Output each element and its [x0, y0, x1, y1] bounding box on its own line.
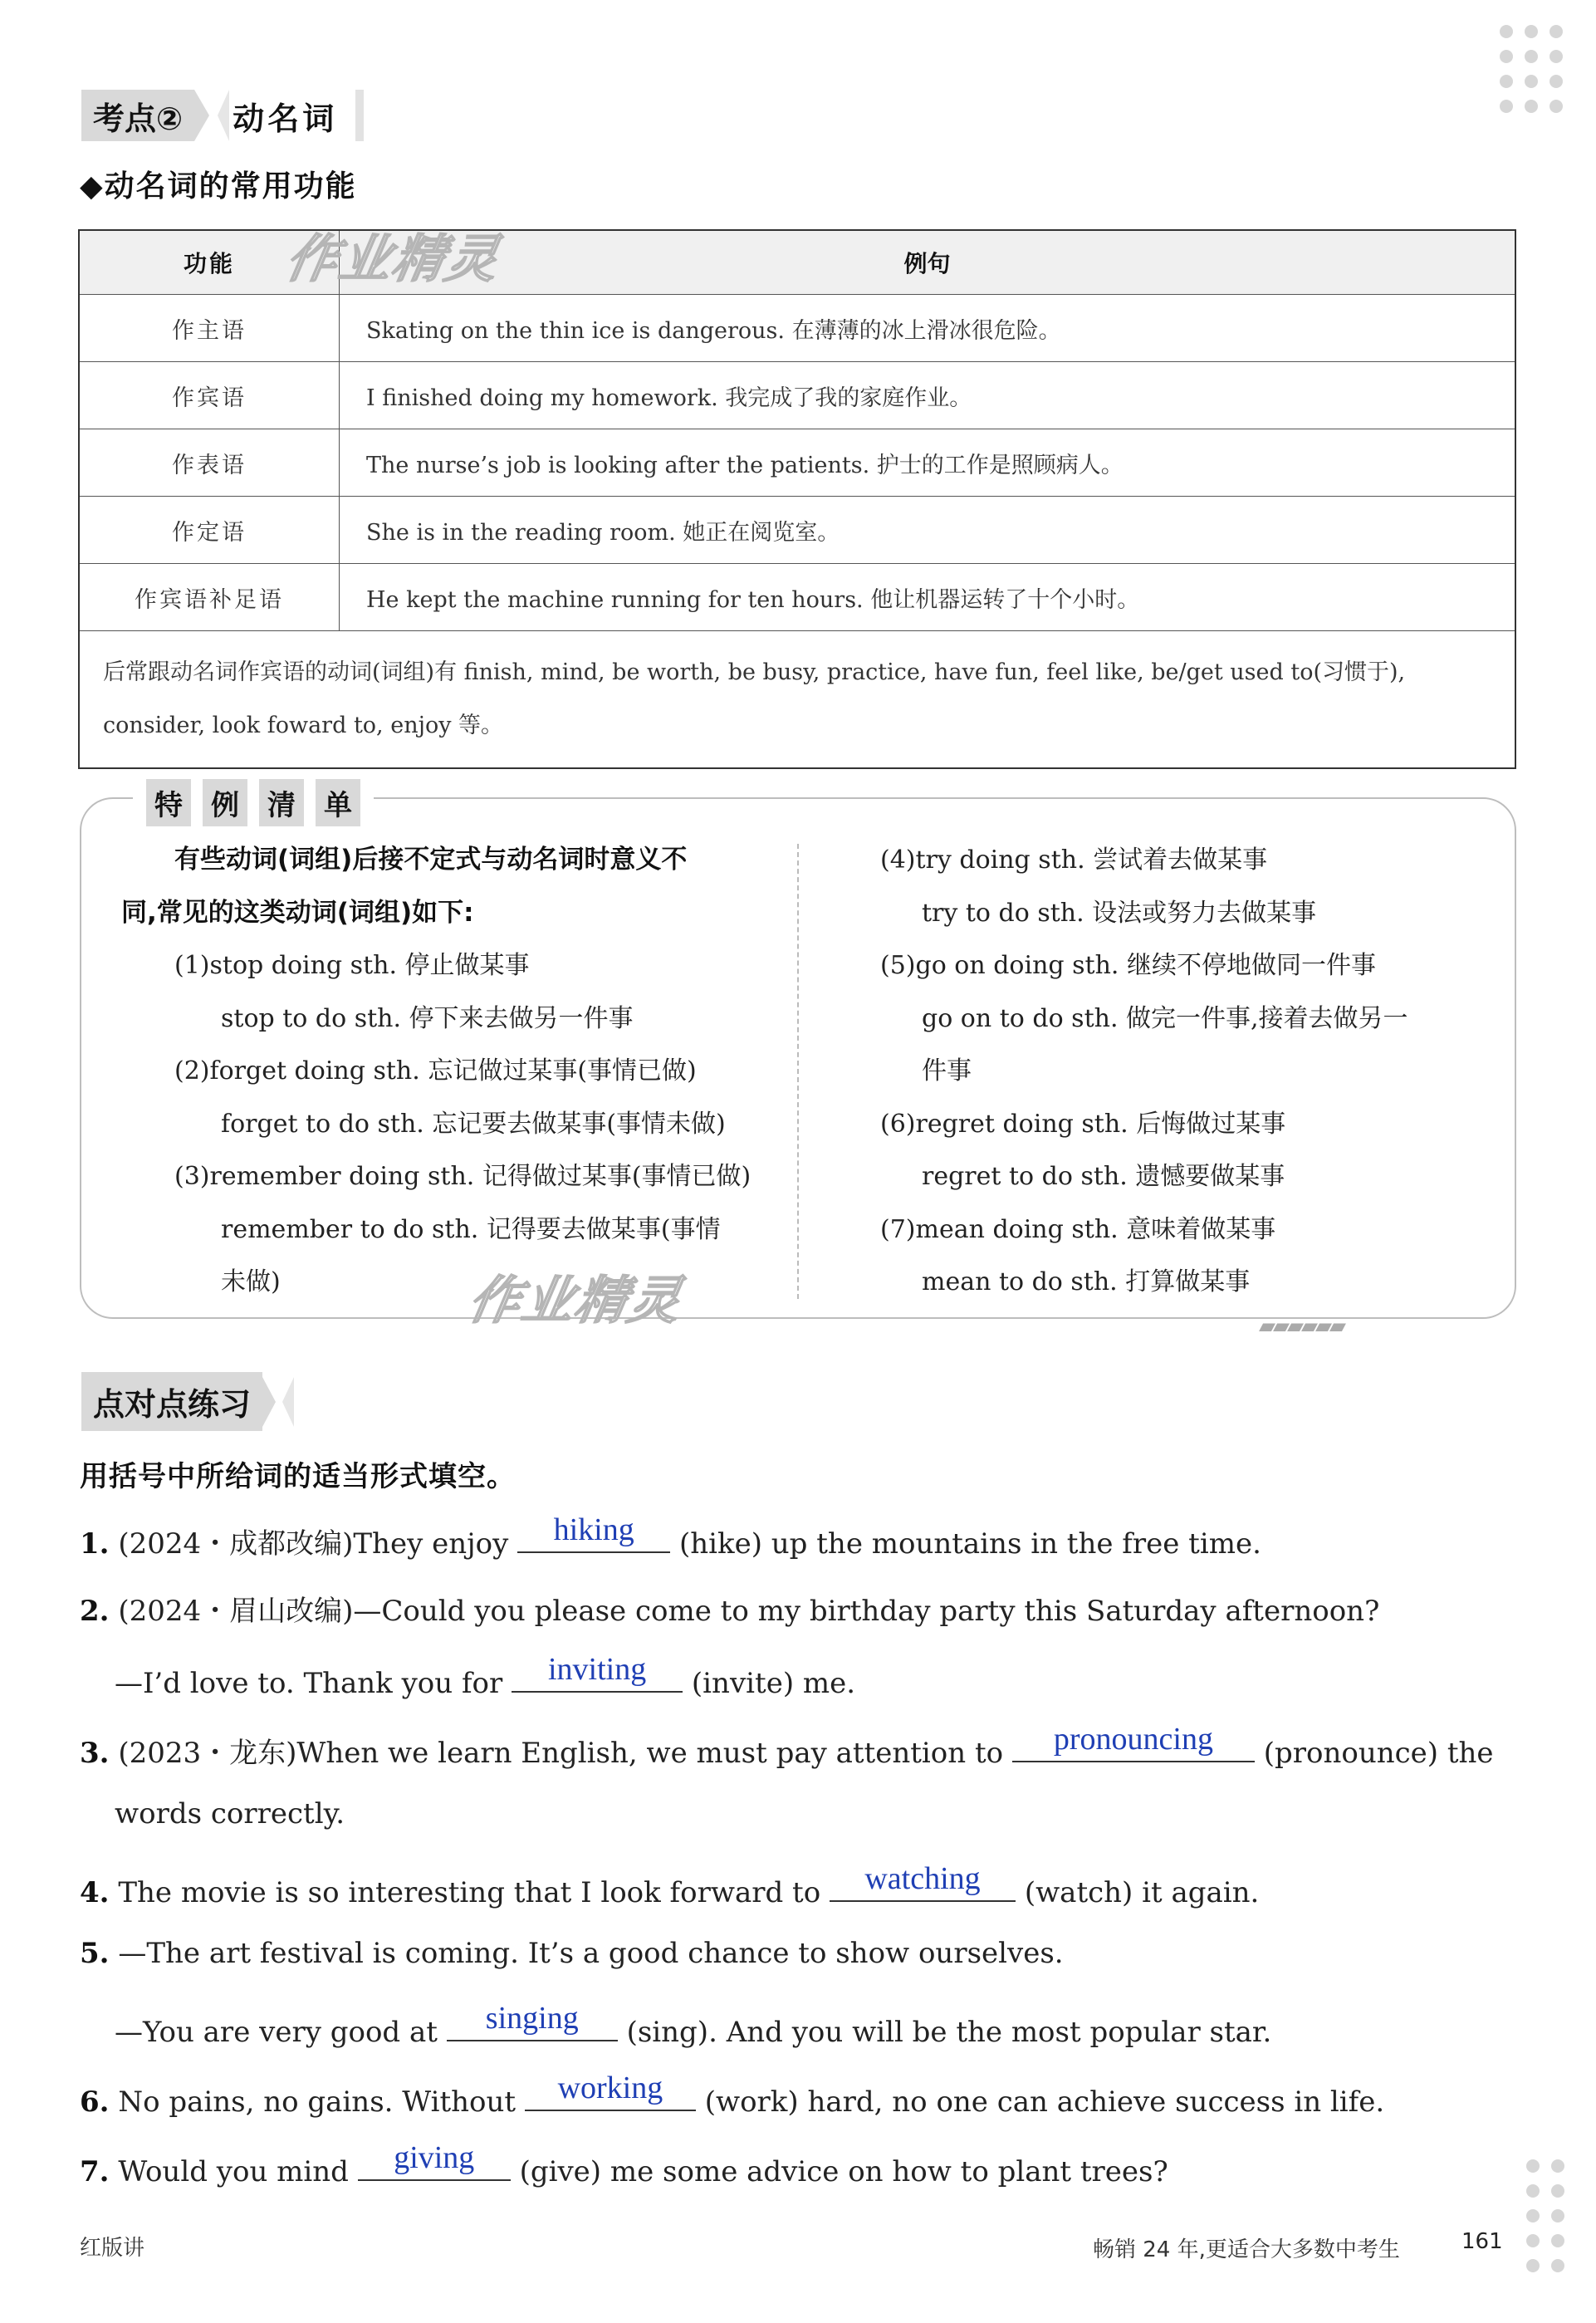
tag-chevron-icon	[194, 90, 209, 141]
table-cell-function: 作宾语补足语	[79, 564, 340, 631]
practice-title: 点对点练习	[81, 1372, 262, 1431]
question	[80, 1937, 1064, 1970]
question-text: (pronounce) the	[1263, 1737, 1494, 1770]
special-label-char: 清	[259, 779, 304, 826]
table-cell-example: He kept the machine running for ten hours. 他让机器运转了十个小时。	[340, 564, 1516, 631]
answer-blank[interactable]	[447, 2001, 618, 2041]
question-number: 5.	[80, 1937, 110, 1970]
question	[80, 1861, 1260, 1909]
table-note-line: 后常跟动名词作宾语的动词(词组)有 finish, mind, be worth, be busy, practice, have fun, feel like, be/get used to(习惯于),	[103, 659, 1406, 685]
question-text: words correctly.	[115, 1797, 345, 1830]
question-number: 6.	[80, 2085, 110, 2119]
special-label-char: 例	[203, 779, 247, 826]
question	[80, 2140, 1168, 2188]
question-line	[115, 1797, 345, 1830]
question-text: (2023・龙东)When we learn English, we must pay attention to	[118, 1737, 1004, 1770]
question-text: —You are very good at	[115, 2016, 438, 2049]
list-item: go on to do sth. 做完一件事,接着去做另一	[922, 1003, 1408, 1033]
corner-dots-top	[1500, 25, 1563, 113]
question-text: (2024・成都改编)They enjoy	[118, 1527, 509, 1561]
practice-instruction: 用括号中所给词的适当形式填空。	[80, 1460, 516, 1493]
question-text: No pains, no gains. Without	[118, 2085, 516, 2119]
table-row	[79, 564, 1515, 631]
special-list-label	[133, 779, 374, 826]
list-item: stop to do sth. 停下来去做另一件事	[221, 1003, 634, 1033]
list-item: (2)forget doing sth. 忘记做过某事(事情已做)	[174, 1056, 697, 1086]
question	[80, 1512, 1261, 1561]
question-text: The movie is so interesting that I look forward to	[118, 1876, 821, 1909]
table-row	[79, 429, 1515, 497]
answer: inviting	[547, 1652, 647, 1687]
question-text: (work) hard, no one can achieve success in life.	[704, 2085, 1385, 2119]
list-item: (7)mean doing sth. 意味着做某事	[880, 1214, 1276, 1244]
question	[80, 2071, 1385, 2119]
answer-blank[interactable]	[525, 2071, 696, 2111]
list-item: (1)stop doing sth. 停止做某事	[174, 951, 530, 980]
table-cell-example: I finished doing my homework. 我完成了我的家庭作业。	[340, 362, 1516, 429]
list-item: remember to do sth. 记得要去做某事(事情	[221, 1214, 721, 1244]
question-text: (hike) up the mountains in the free time.	[678, 1527, 1261, 1561]
question-number: 3.	[80, 1737, 110, 1770]
table-cell-function: 作主语	[79, 295, 340, 362]
table-header-function: 功能	[79, 230, 340, 295]
table-cell-example: Skating on the thin ice is dangerous. 在薄薄的冰上滑冰很危险。	[340, 295, 1516, 362]
table-cell-example: The nurse’s job is looking after the patients. 护士的工作是照顾病人。	[340, 429, 1516, 497]
question-text: —I’d love to. Thank you for	[115, 1667, 503, 1700]
answer: watching	[864, 1861, 981, 1896]
question-line	[115, 1652, 856, 1700]
answer: pronouncing	[1053, 1722, 1213, 1757]
list-item: mean to do sth. 打算做某事	[922, 1267, 1251, 1296]
tag-chevron-icon	[218, 90, 229, 141]
section-title: 动名词	[233, 100, 338, 137]
footer-left: 红版讲	[80, 2236, 145, 2261]
question-text: Would you mind	[118, 2155, 349, 2188]
list-item: (5)go on doing sth. 继续不停地做同一件事	[880, 951, 1376, 980]
list-item: 未做)	[221, 1267, 281, 1296]
list-item: try to do sth. 设法或努力去做某事	[922, 898, 1317, 928]
column-divider	[797, 844, 799, 1299]
special-label-char: 单	[316, 779, 360, 826]
corner-dots-bottom	[1526, 2159, 1564, 2272]
subheading: ◆动名词的常用功能	[80, 169, 357, 203]
section-tag-label: 考点②	[81, 90, 194, 141]
question	[80, 1722, 1494, 1771]
question-text: (sing). And you will be the most popular star.	[626, 2016, 1272, 2049]
answer-blank[interactable]	[512, 1652, 683, 1693]
watermark: 作业精灵	[463, 1270, 688, 1331]
list-item: (6)regret doing sth. 后悔做过某事	[880, 1109, 1286, 1139]
table-row	[79, 362, 1515, 429]
table-row	[79, 497, 1515, 564]
answer: singing	[485, 2001, 579, 2036]
answer: giving	[394, 2140, 475, 2175]
question-number: 4.	[80, 1876, 110, 1909]
question-number: 2.	[80, 1595, 110, 1628]
question-number: 7.	[80, 2155, 110, 2188]
answer-blank[interactable]	[517, 1512, 670, 1553]
special-left-column	[121, 834, 751, 1309]
function-table	[78, 229, 1516, 769]
answer-blank[interactable]	[358, 2140, 511, 2181]
table-cell-example: She is in the reading room. 她正在阅览室。	[340, 497, 1516, 564]
table-cell-function: 作表语	[79, 429, 340, 497]
practice-tag	[81, 1372, 294, 1431]
footer-slogan: 畅销 24 年,更适合大多数中考生	[1093, 2237, 1400, 2262]
table-row	[79, 295, 1515, 362]
special-label-char: 特	[146, 779, 191, 826]
tag-bar	[355, 90, 364, 141]
question	[80, 1588, 1379, 1629]
list-item: 件事	[922, 1056, 972, 1086]
table-note	[79, 631, 1515, 769]
question-text: (watch) it again.	[1024, 1876, 1260, 1909]
question-line	[115, 2001, 1272, 2049]
question-number: 1.	[80, 1527, 110, 1561]
table-cell-function: 作定语	[79, 497, 340, 564]
special-right-column	[880, 834, 1408, 1309]
answer-blank[interactable]	[830, 1861, 1016, 1902]
list-item: forget to do sth. 忘记要去做某事(事情未做)	[221, 1109, 726, 1139]
table-note-line: consider, look foward to, enjoy 等。	[103, 713, 504, 738]
special-intro: 有些动词(词组)后接不定式与动名词时意义不	[174, 845, 688, 875]
question-text: (invite) me.	[691, 1667, 856, 1700]
page-number: 161	[1461, 2229, 1503, 2254]
answer: hiking	[553, 1512, 634, 1547]
question-text: (give) me some advice on how to plant trees?	[519, 2155, 1168, 2188]
list-item: (4)try doing sth. 尝试着去做某事	[880, 845, 1268, 875]
answer-blank[interactable]	[1012, 1722, 1255, 1762]
answer: working	[557, 2071, 663, 2105]
special-intro: 同,常见的这类动词(词组)如下:	[121, 897, 474, 928]
question-text: (2024・眉山改编)—Could you please come to my birthday party this Saturday afternoon?	[118, 1595, 1380, 1628]
section-tag	[81, 90, 364, 141]
table-header-example: 例句	[340, 230, 1516, 295]
watermark: 作业精灵	[281, 228, 505, 289]
tag-chevron-icon	[282, 1377, 294, 1427]
table-note-row	[79, 631, 1515, 769]
list-item: (3)remember doing sth. 记得做过某事(事情已做)	[174, 1162, 751, 1191]
question-text: —The art festival is coming. It’s a good chance to show ourselves.	[118, 1937, 1064, 1970]
tag-chevron-icon	[262, 1377, 276, 1427]
list-item: regret to do sth. 遗憾要做某事	[922, 1162, 1285, 1191]
decorative-slashes: ▰▰▰▰▰▰	[1259, 1314, 1344, 1339]
table-cell-function: 作宾语	[79, 362, 340, 429]
